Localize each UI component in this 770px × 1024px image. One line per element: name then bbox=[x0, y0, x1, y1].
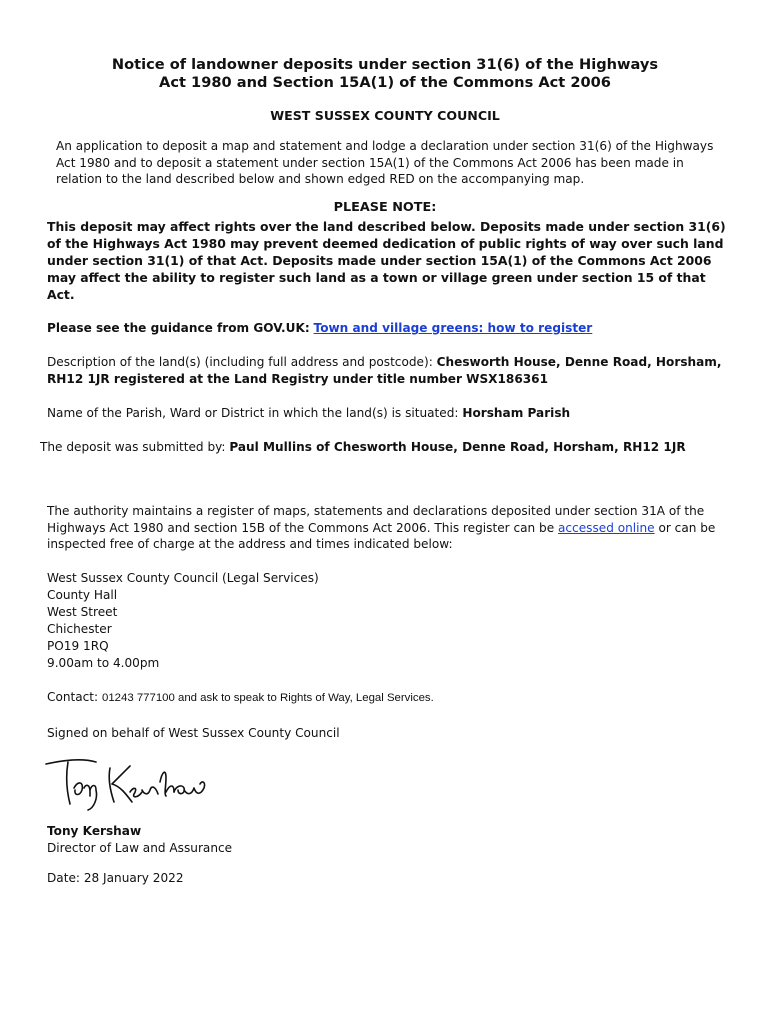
land-description bbox=[47, 354, 727, 387]
register-link[interactable]: accessed online bbox=[558, 520, 655, 535]
signatory-name: Tony Kershaw bbox=[47, 824, 142, 838]
intro-paragraph: An application to deposit a map and statement and lodge a declaration under section 31(6) of the Highways Act 1980 and to deposit a statement under section 15A(1) of the Commons Act 2006 has been made in relation to the land described below and shown edged RED on the accompanying map. bbox=[56, 139, 714, 186]
register-text-after: or can be inspected free of charge at the address and times indicated below: bbox=[47, 520, 716, 551]
council-heading: WEST SUSSEX COUNTY COUNCIL bbox=[270, 108, 500, 123]
please-note-text: This deposit may affect rights over the land described below. Deposits made under section 31(6) of the Highways Act 1980 may prevent deemed dedication of public rights of way over such land under section 31(1) of that Act. Deposits made under section 15A(1) of the Commons Act 2006 may affect the ability to register such land as a town or village green under section 15 of that Act. bbox=[47, 219, 726, 302]
address-line: PO19 1RQ bbox=[47, 639, 109, 653]
parish-label: Name of the Parish, Ward or District in which the land(s) is situated: bbox=[47, 406, 459, 420]
parish-value: Horsham Parish bbox=[462, 406, 571, 420]
parish-line bbox=[47, 405, 727, 422]
guidance-link[interactable]: Town and village greens: how to register bbox=[313, 321, 593, 335]
contact-label: Contact: bbox=[47, 690, 99, 704]
address-line: West Street bbox=[47, 605, 118, 619]
signatory-role: Director of Law and Assurance bbox=[47, 841, 233, 855]
contact-line bbox=[47, 689, 647, 706]
address-block bbox=[47, 570, 547, 672]
signed-statement: Signed on behalf of West Sussex County Council bbox=[47, 726, 340, 740]
please-note-heading: PLEASE NOTE: bbox=[333, 200, 437, 215]
register-text-before: The authority maintains a register of maps, statements and declarations deposited under section 31A of the Highways Act 1980 and section 15B of the Commons Act 2006. This register can be bbox=[47, 504, 705, 535]
register-paragraph bbox=[47, 503, 727, 553]
contact-value: 01243 777100 and ask to speak to Rights of Way, Legal Services. bbox=[102, 692, 434, 704]
submitted-value: Paul Mullins of Chesworth House, Denne Road, Horsham, RH12 1JR bbox=[229, 440, 686, 454]
address-line: County Hall bbox=[47, 588, 118, 602]
address-line: West Sussex County Council (Legal Services) bbox=[47, 571, 319, 585]
notice-date: Date: 28 January 2022 bbox=[47, 871, 184, 885]
guidance-prefix: Please see the guidance from GOV.UK: bbox=[47, 321, 310, 335]
opening-hours: 9.00am to 4.00pm bbox=[47, 656, 160, 670]
land-label: Description of the land(s) (including full address and postcode): bbox=[47, 355, 433, 369]
land-value: Chesworth House, Denne Road, Horsham, RH12 1JR registered at the Land Registry under title number WSX186361 bbox=[47, 355, 722, 386]
guidance-paragraph bbox=[47, 320, 737, 337]
signature-image bbox=[44, 754, 214, 812]
submitted-label: The deposit was submitted by: bbox=[40, 440, 226, 454]
title-line-1: Notice of landowner deposits under section 31(6) of the Highways bbox=[111, 56, 659, 73]
submitted-line bbox=[40, 439, 730, 456]
address-line: Chichester bbox=[47, 622, 112, 636]
notice-title bbox=[40, 56, 730, 92]
title-line-2: Act 1980 and Section 15A(1) of the Commons Act 2006 bbox=[159, 74, 611, 91]
